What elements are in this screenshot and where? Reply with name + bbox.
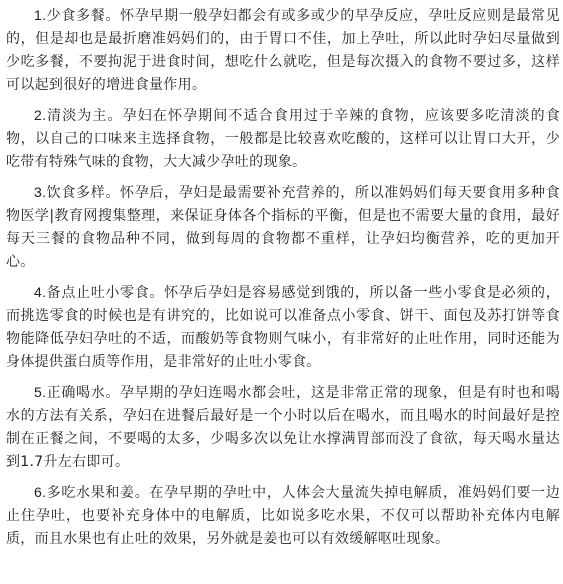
paragraph-text: 饮食多样。怀孕后，孕妇是最需要补充营养的，所以准妈妈们每天要食用多种食物医学|教育网搜集整理，来保证身体各个指标的平衡，但是也不需要大量的食用，最好每天三餐的食物品种不同，做到每周的食物都不重样，让孕妇均衡营养，吃的更加开心。 xyxy=(6,185,560,270)
paragraph-text: 备点止吐小零食。怀孕后孕妇是容易感觉到饿的，所以备一些小零食是必须的，而挑选零食的时候也是有讲究的，比如说可以准备点小零食、饼干、面包及苏打饼等食物能降低孕妇孕吐的不适，而酸奶等食物则气味小，有非常好的止吐作用，同时还能为身体提供蛋白质等作用，是非常好的止吐小零食。 xyxy=(6,285,560,370)
paragraph-number: 3. xyxy=(34,184,47,200)
paragraph-tip-6 xyxy=(6,481,560,551)
paragraph-number: 6. xyxy=(34,484,47,500)
paragraph-text: 正确喝水。孕早期的孕妇连喝水都会吐，这是非常正常的现象，但是有时也和喝水的方法有关系，孕妇在进餐后最好是一个小时以后在喝水，而且喝水的时间最好是控制在正餐之间，不要喝的太多，少喝多次以免让水撑满胃部而没了食欲，每天喝水量达到1.7升左右即可。 xyxy=(6,385,560,470)
paragraph-number: 1. xyxy=(34,7,47,23)
paragraph-tip-1 xyxy=(6,0,560,97)
paragraph-number: 2. xyxy=(34,107,47,123)
paragraph-number: 4. xyxy=(34,284,47,300)
paragraph-tip-2 xyxy=(6,104,560,174)
paragraph-tip-4 xyxy=(6,281,560,374)
paragraph-text: 少食多餐。怀孕早期一般孕妇都会有或多或少的早孕反应，孕吐反应则是最常见的，但是却也是最折磨准妈妈们的，由于胃口不佳，加上孕吐，所以此时孕妇尽量做到少吃多餐，不要拘泥于进食时间，想吃什么就吃，但是每次摄入的食物不要过多，这样可以起到很好的增进食量作用。 xyxy=(6,8,560,93)
paragraph-tip-3 xyxy=(6,181,560,274)
paragraph-number: 5. xyxy=(34,384,47,400)
paragraph-text: 多吃水果和姜。在孕早期的孕吐中，人体会大量流失掉电解质，准妈妈们要一边止住孕吐，也要补充身体中的电解质，比如说多吃水果，不仅可以帮助补充体内电解质，而且水果也有止吐的效果，另外就是姜也可以有效缓解呕吐现象。 xyxy=(6,485,560,547)
paragraph-tip-5 xyxy=(6,381,560,474)
paragraph-text: 清淡为主。孕妇在怀孕期间不适合食用过于辛辣的食物，应该要多吃清淡的食物，以自己的口味来主选择食物，一般都是比较喜欢吃酸的，这样可以让胃口大开，少吃带有特殊气味的食物，大大减少孕吐的现象。 xyxy=(6,108,560,170)
